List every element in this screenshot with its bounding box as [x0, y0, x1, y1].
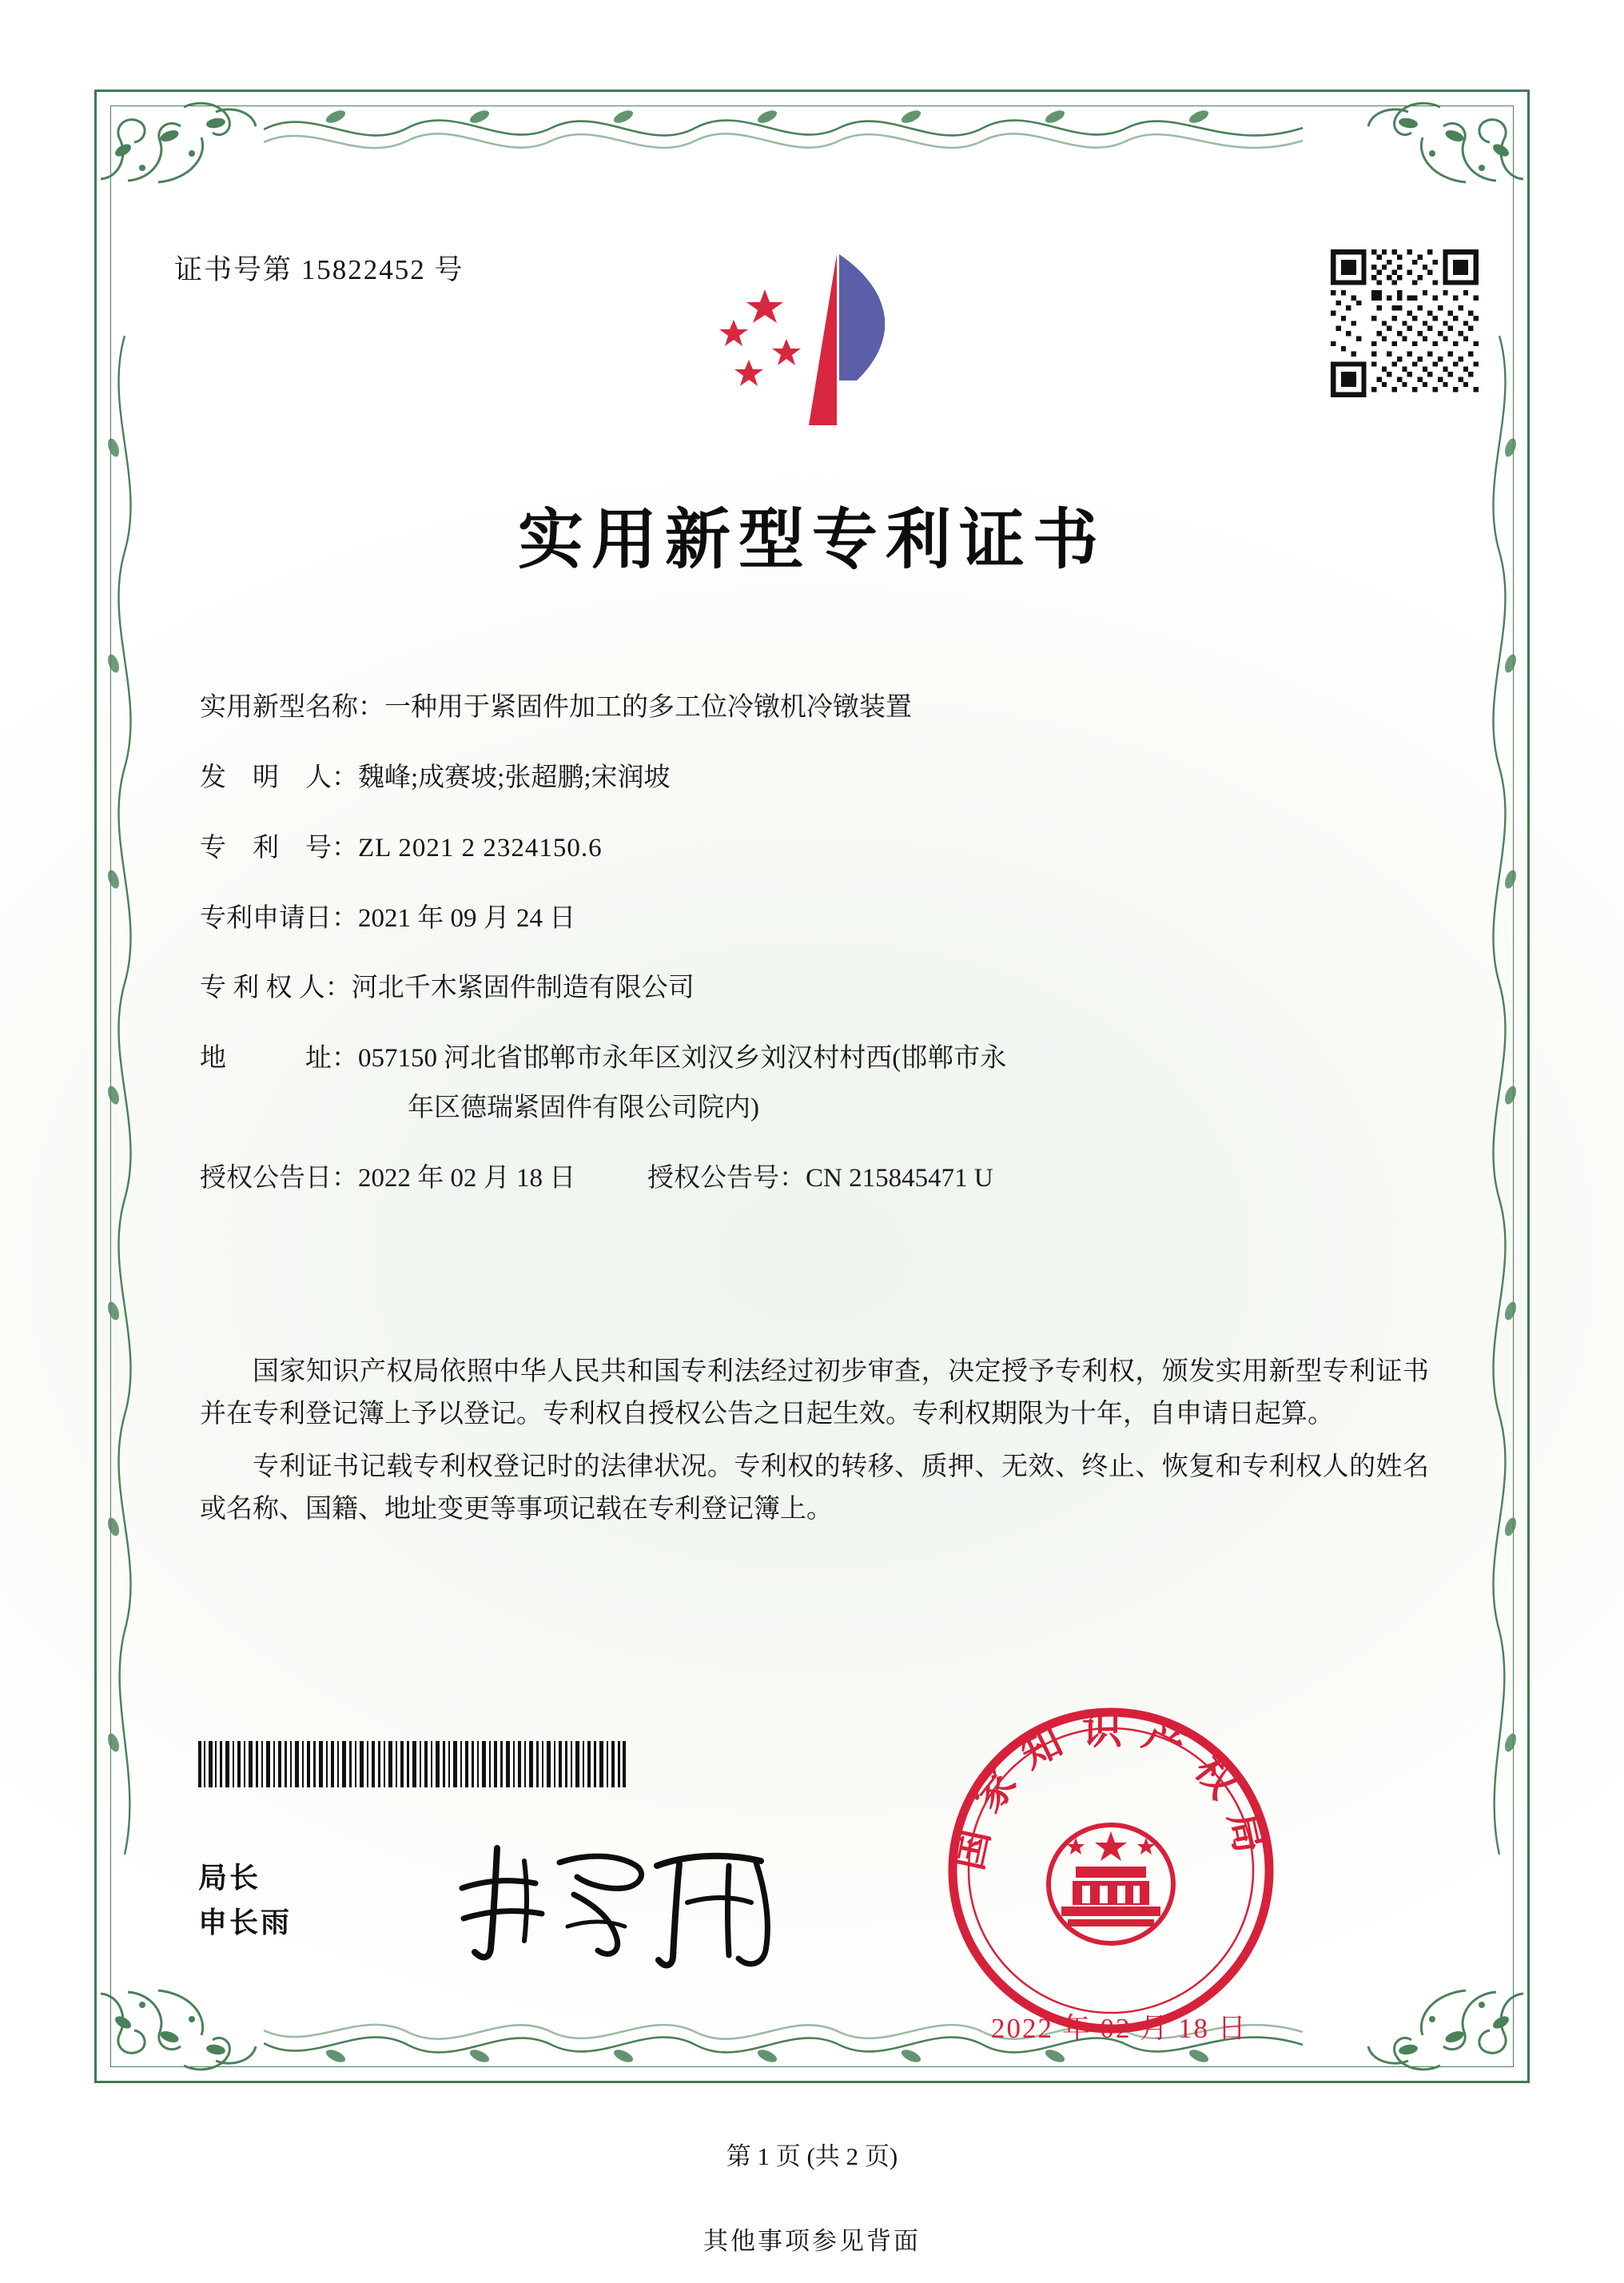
grant-date-value: 2022 年 02 月 18 日 [358, 1164, 576, 1193]
footer-note: 其他事项参见背面 [703, 2227, 921, 2255]
grant-number-group [647, 1157, 1432, 1194]
certificate-number: 证书号第 15822452 号 [174, 254, 464, 285]
director-title: 局长 [198, 1862, 261, 1894]
field-row [200, 759, 1432, 797]
page-indicator: 第 1 页 (共 2 页) [726, 2142, 898, 2170]
legal-paragraph: 专利证书记载专利权登记时的法律状况。专利权的转移、质押、无效、终止、恢复和专利权人的姓名或名称、国籍、地址变更等事项记载在专利登记簿上。 [200, 1452, 1429, 1524]
field-value: 一种用于紧固件加工的多工位冷镦机冷镦装置 [384, 693, 912, 722]
field-row [200, 970, 1432, 1007]
official-red-seal-icon [939, 1699, 1283, 2042]
seal-text: 国家知识产权局 [945, 1707, 1277, 1875]
page-title: 实用新型专利证书 [517, 504, 1106, 576]
handwritten-signature-icon [448, 1831, 807, 1974]
cnipa-logo-icon [689, 240, 945, 440]
field-label: 专 利 号： [200, 833, 358, 863]
field-value: 057150 河北省邯郸市永年区刘汉乡刘汉村村西(邯郸市永 [358, 1044, 1007, 1074]
grant-number-value: CN 215845471 U [806, 1164, 993, 1193]
field-row [200, 689, 1432, 727]
legal-text-block [200, 1351, 1429, 1541]
field-value: 魏峰;成赛坡;张超鹏;宋润坡 [358, 763, 671, 792]
field-value: 2021 年 09 月 24 日 [358, 903, 576, 933]
grant-date-label: 授权公告日： [200, 1164, 358, 1193]
field-label: 专利申请日： [200, 903, 358, 933]
fields-block [200, 689, 1432, 1221]
qr-code-icon [1331, 249, 1479, 397]
grant-number-label: 授权公告号： [647, 1164, 806, 1193]
director-block [198, 1856, 292, 1946]
field-value: ZL 2021 2 2324150.6 [358, 833, 603, 863]
field-value: 河北千木紧固件制造有限公司 [351, 974, 695, 1003]
barcode-icon [198, 1741, 626, 1787]
field-label: 地 址： [200, 1044, 358, 1074]
seal-date: 2022 年 02 月 18 日 [991, 2013, 1248, 2044]
field-row [200, 1040, 1432, 1078]
field-label: 实用新型名称： [200, 693, 384, 722]
grant-announcement-row [200, 1157, 1432, 1194]
field-label: 专 利 权 人： [200, 974, 352, 1003]
field-label: 发 明 人： [200, 763, 358, 792]
address-second-line: 年区德瑞紧固件有限公司院内) [408, 1094, 759, 1123]
legal-paragraph: 国家知识产权局依照中华人民共和国专利法经过初步审查，决定授予专利权，颁发实用新型专利证书并在专利登记簿上予以登记。专利权自授权公告之日起生效。专利权期限为十年，自申请日起算。 [200, 1357, 1429, 1429]
director-name: 申长雨 [198, 1906, 293, 1938]
field-row [200, 900, 1432, 938]
grant-date-group [200, 1157, 647, 1194]
field-row [200, 830, 1432, 867]
